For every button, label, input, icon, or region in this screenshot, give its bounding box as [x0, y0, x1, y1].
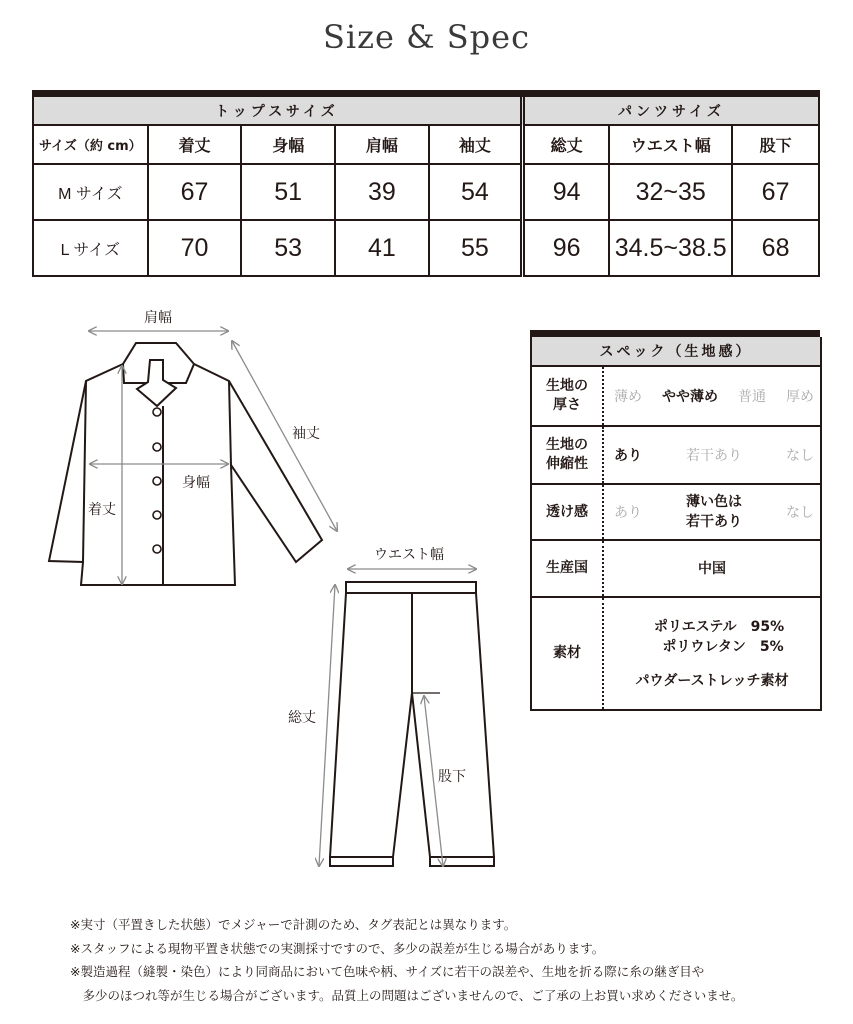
cell: 54 [429, 164, 523, 220]
cell: 51 [241, 164, 335, 220]
spec-table [530, 330, 820, 713]
column-header-sleeve: 袖丈 [429, 125, 523, 164]
cell: 55 [429, 220, 523, 276]
note-line: ※スタッフによる現物平置き状態での実測採寸ですので、多少の誤差が生じる場合があります。 [70, 940, 605, 956]
option-light-colors-slightly: 薄い色は 若干あり [686, 494, 742, 530]
cell: 53 [241, 220, 335, 276]
spec-header: スペック（生地感） [531, 337, 821, 366]
column-header-shoulder: 肩幅 [335, 125, 429, 164]
row-label: L サイズ [33, 220, 148, 276]
option-yes: あり [614, 505, 642, 521]
spec-label: 生産国 [531, 540, 603, 597]
spec-row-origin [531, 540, 821, 597]
option-none: なし [786, 448, 814, 464]
note-line: ※製造過程（縫製・染色）により同商品において色味や柄、サイズに若干の誤差や、生地を折る際に糸の継ぎ目や [70, 964, 705, 979]
cell: 32~35 [609, 164, 732, 220]
column-header-waist: ウエスト幅 [609, 125, 732, 164]
option-normal: 普通 [738, 389, 766, 405]
spec-top-bar [530, 330, 820, 337]
page-title: Size & Spec [322, 18, 531, 56]
note-line: ※実寸（平置きした状態）でメジャーで計測のため、タグ表記とは異なります。 [70, 917, 517, 932]
cell: 68 [732, 220, 819, 276]
option-yes: あり [614, 448, 642, 464]
column-header-total-length: 総丈 [522, 125, 609, 164]
cell: 34.5~38.5 [609, 220, 732, 276]
option-thin: 薄め [614, 389, 642, 405]
cell: 70 [148, 220, 242, 276]
spec-label: 生地の 伸縮性 [531, 426, 603, 484]
spec-label: 生地の 厚さ [531, 366, 603, 426]
cell: 39 [335, 164, 429, 220]
spec-row-thickness [531, 366, 821, 426]
group-header-pants: パンツサイズ [522, 97, 819, 125]
label-shoulder-width: 肩幅 [144, 310, 172, 326]
group-header-tops: トップスサイズ [33, 97, 522, 125]
spec-row-stretch [531, 426, 821, 484]
note-line: 多少のほつれ等が生じる場合がございます。品質上の問題はございませんので、ご了承の上お買い求めくださいませ。 [70, 987, 744, 1003]
cell: 67 [148, 164, 242, 220]
spec-label: 素材 [531, 597, 603, 710]
column-header-size: サイズ（約 cm） [33, 125, 148, 164]
material-value: ポリエステル 95% ポリウレタン 5% パウダーストレッチ素材 [603, 597, 821, 710]
spec-row-material [531, 597, 821, 710]
spec-label: 透け感 [531, 484, 603, 540]
label-total-length: 総丈 [288, 710, 316, 726]
label-body-length: 着丈 [88, 502, 116, 518]
option-none: なし [786, 505, 814, 521]
label-waist-width: ウエスト幅 [374, 547, 444, 563]
option-thick: 厚め [786, 389, 814, 405]
label-chest-width: 身幅 [182, 475, 210, 491]
option-slightly-thin: やや薄め [662, 389, 718, 405]
cell: 96 [522, 220, 609, 276]
origin-value: 中国 [603, 540, 821, 597]
pants-icon [330, 582, 494, 866]
cell: 94 [522, 164, 609, 220]
column-header-inseam: 股下 [732, 125, 819, 164]
row-label: M サイズ [33, 164, 148, 220]
cell: 41 [335, 220, 429, 276]
column-header-chest: 身幅 [241, 125, 335, 164]
cell: 67 [732, 164, 819, 220]
option-slightly: 若干あり [686, 448, 742, 464]
column-header-length: 着丈 [148, 125, 242, 164]
label-sleeve-length: 袖丈 [292, 426, 320, 442]
spec-row-transparency [531, 484, 821, 540]
label-inseam: 股下 [438, 769, 466, 785]
notes [70, 913, 743, 1007]
